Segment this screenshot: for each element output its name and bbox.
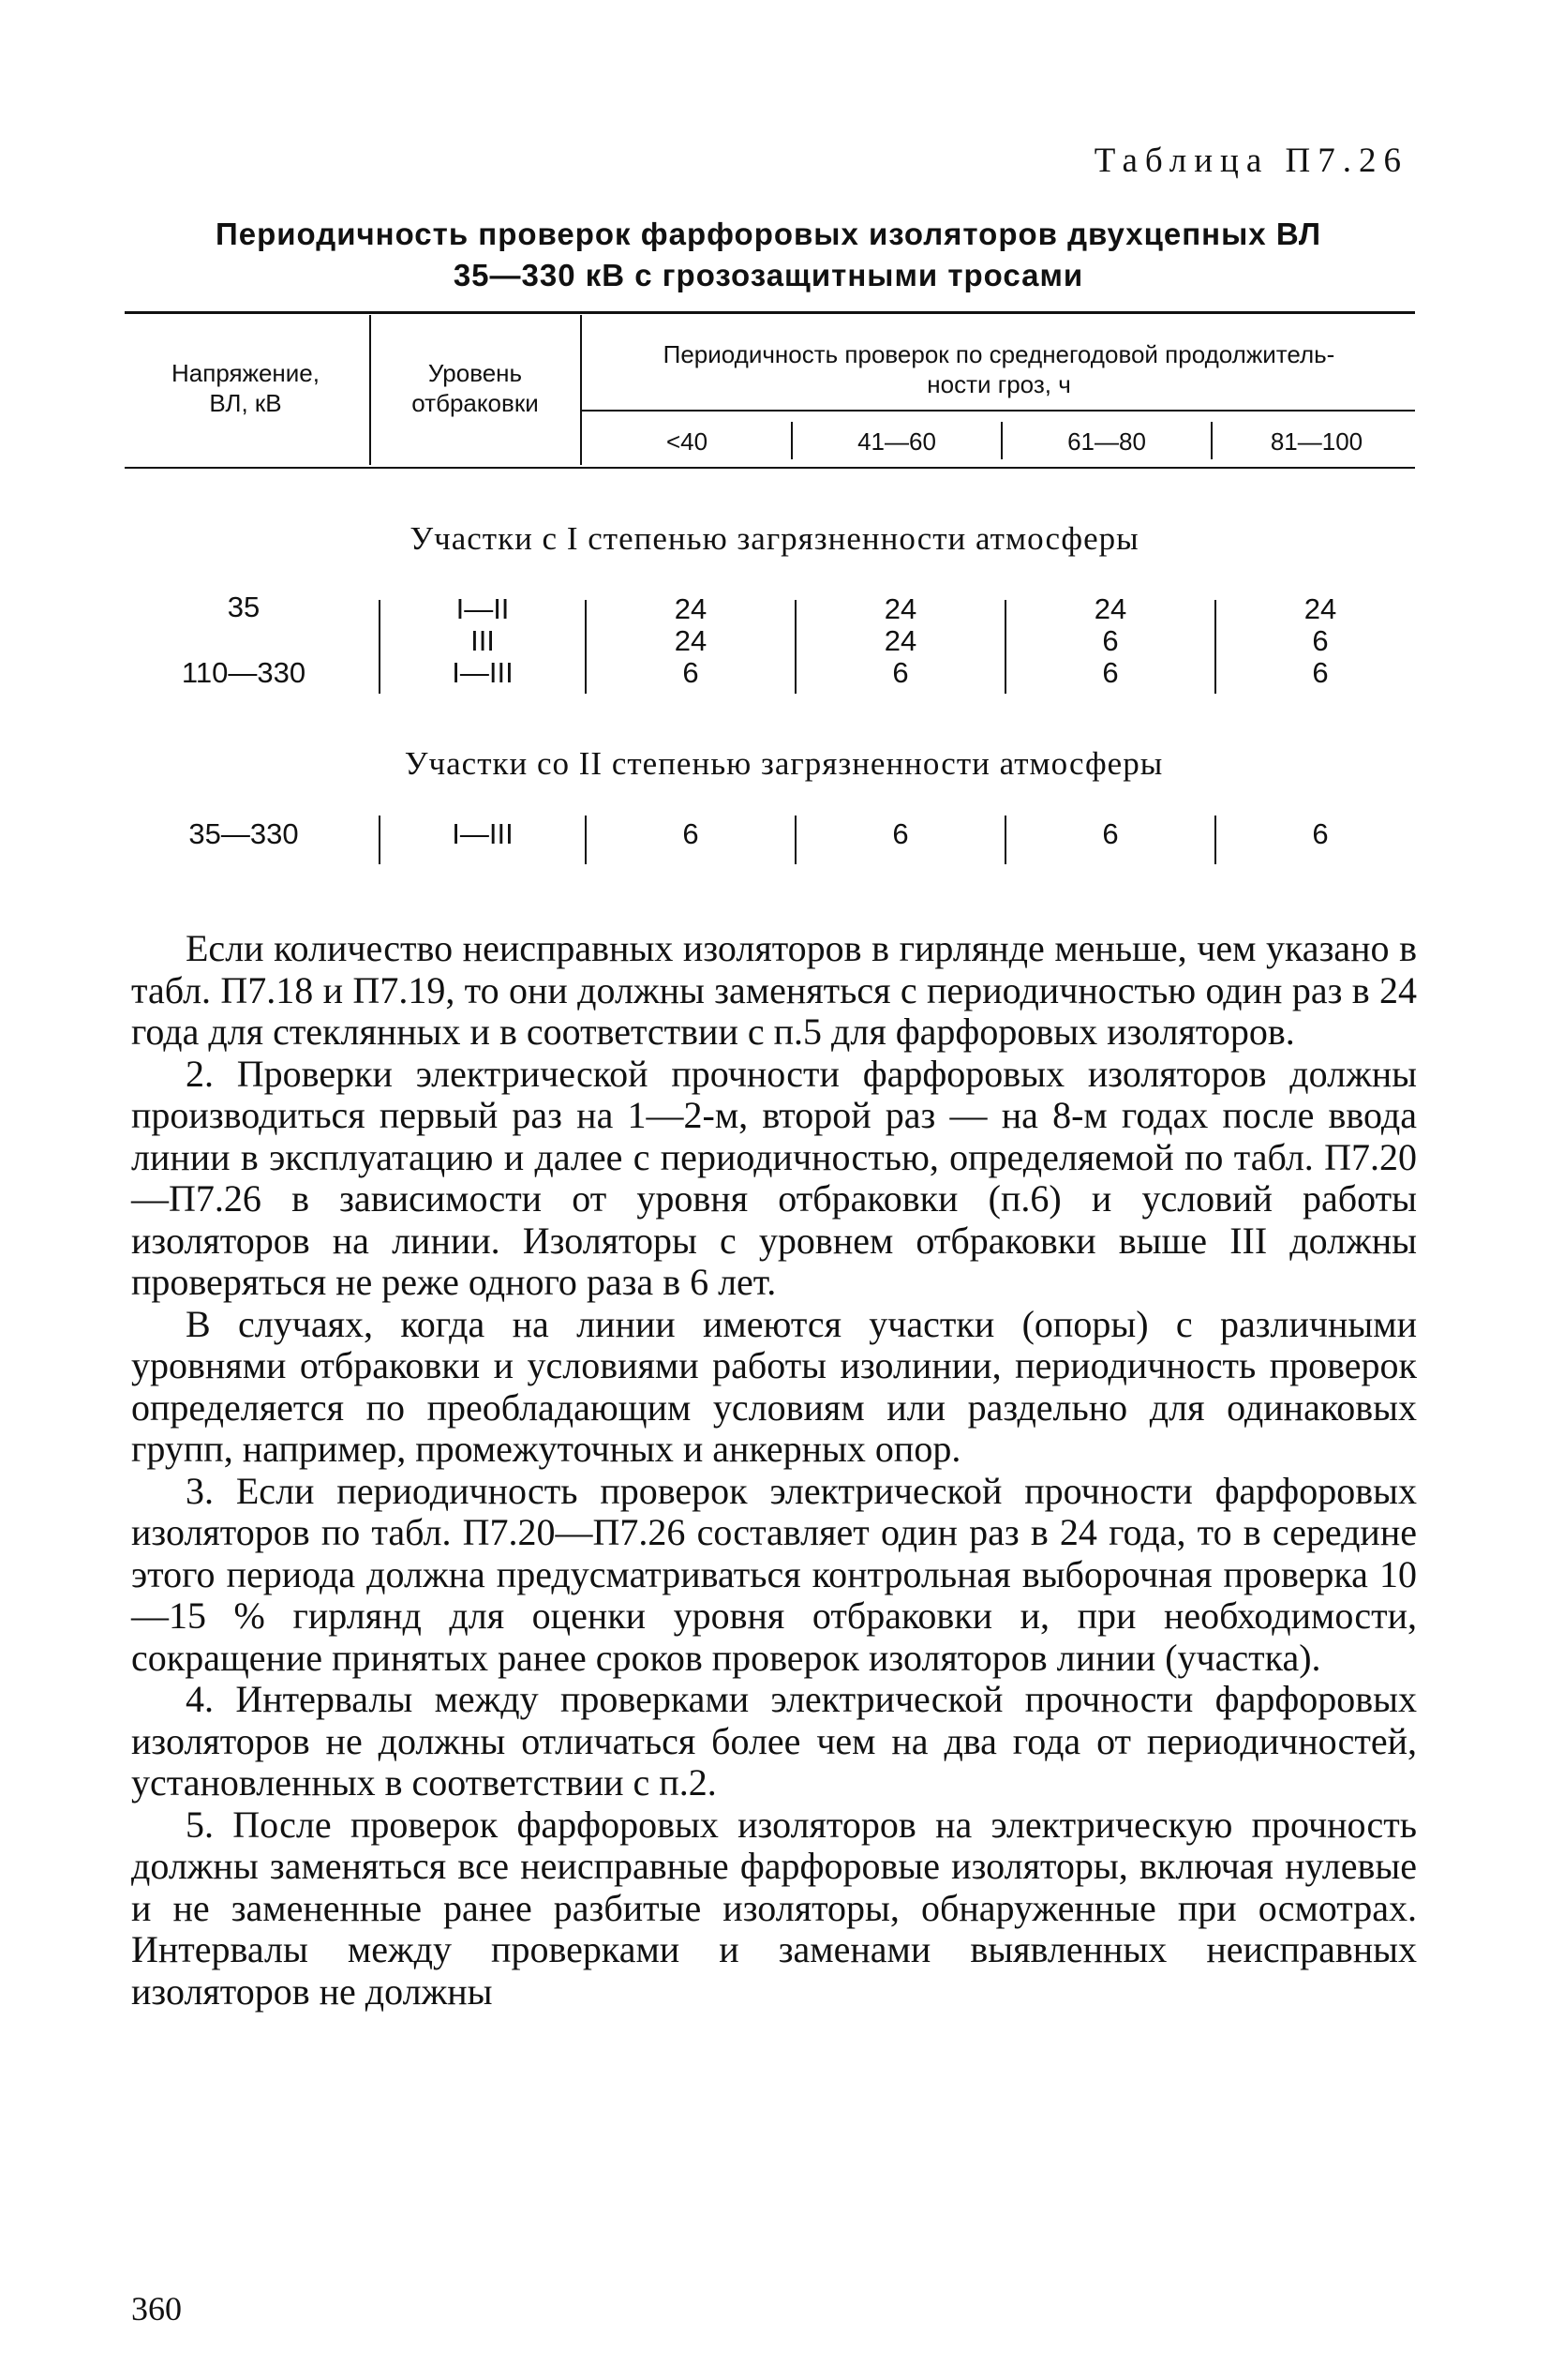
- s1-divider-5: [1214, 600, 1216, 694]
- s1-row-3-voltage: 110—330: [181, 656, 306, 689]
- header-range-2: 41—60: [857, 427, 936, 456]
- header-periodicity-line-2: ности гроз, ч: [927, 370, 1071, 398]
- s1-divider-4: [1005, 600, 1006, 694]
- s2-divider-5: [1214, 816, 1216, 864]
- header-voltage: [125, 358, 366, 418]
- s1-divider-3: [795, 600, 797, 694]
- header-range-1: <40: [665, 427, 708, 456]
- s1-row-1-v3: 24: [1094, 592, 1127, 625]
- header-range-4: 81—100: [1270, 427, 1363, 456]
- s1-row-3-v1: 6: [682, 656, 699, 689]
- paragraph-3: В случаях, когда на линии имеются участки (опоры) с различными уровнями отбраковки и условиями работы изолинии, периодичность проверок определяется по преобладающим условиям или раздельно для одинаковых групп, например, промежуточных и анкерных опор.: [131, 1302, 1417, 1470]
- s1-row-1-v2: 24: [884, 592, 917, 625]
- s1-row-2-level: III: [470, 624, 495, 657]
- table-title-line-1: Периодичность проверок фарфоровых изоляторов двухцепных ВЛ: [216, 217, 1321, 251]
- s2-row-1-v2: 6: [892, 817, 909, 850]
- s2-row-1-v4: 6: [1312, 817, 1329, 850]
- header-periodicity: [583, 339, 1415, 399]
- paragraph-4: 3. Если периодичность проверок электрической прочности фарфоровых изоляторов по табл. П7.20—П7.26 составляет один раз в 24 года, то в середине этого периода должна предусматриваться контрольная выборочная проверка 10—15 % гирлянд для оценки уровня отбраковки и, при необходимости, сокращение принятых ранее сроков проверок изоляторов линии (участка).: [131, 1469, 1417, 1679]
- section-2-title: Участки со II степенью загрязненности атмосферы: [404, 745, 1164, 782]
- s1-divider-2: [585, 600, 587, 694]
- s1-row-3-level: I—III: [452, 656, 514, 689]
- section-1-title: Участки с I степенью загрязненности атмосферы: [410, 520, 1139, 557]
- s1-row-3-v4: 6: [1312, 656, 1329, 689]
- header-level-line-2: отбраковки: [411, 389, 539, 417]
- s2-divider-1: [379, 816, 380, 864]
- s2-row-1-level: I—III: [452, 817, 514, 850]
- s2-divider-2: [585, 816, 587, 864]
- s1-divider-1: [379, 600, 380, 694]
- table-title-line-2: 35—330 кВ с грозозащитными тросами: [453, 258, 1084, 292]
- paragraph-5: 4. Интервалы между проверками электрической прочности фарфоровых изоляторов не должны отличаться более чем на два года от периодичностей, установленных в соответствии с п.2.: [131, 1678, 1417, 1804]
- body-text: [131, 928, 1417, 2013]
- header-mid-rule: [582, 410, 1415, 412]
- table-label: Таблица П7.26: [1094, 142, 1408, 180]
- s1-row-1-v1: 24: [674, 592, 707, 625]
- paragraph-2: 2. Проверки электрической прочности фарфоровых изоляторов должны производиться первый раз на 1—2-м, второй раз — на 8-м годах после ввода линии в эксплуатацию и далее с периодичностью, определяемой по табл. П7.20—П7.26 в зависимости от уровня отбраковки (п.6) и условий работы изоляторов на линии. Изоляторы с уровнем отбраковки выше III должны проверяться не реже одного раза в 6 лет.: [131, 1052, 1417, 1303]
- s2-row-1-v1: 6: [682, 817, 699, 850]
- header-bottom-rule: [125, 467, 1415, 469]
- s2-divider-3: [795, 816, 797, 864]
- header-periodicity-line-1: Периодичность проверок по среднегодовой продолжитель-: [663, 340, 1335, 368]
- header-voltage-line-1: Напряжение,: [171, 359, 320, 387]
- s1-row-3-v3: 6: [1102, 656, 1119, 689]
- page-number: 360: [131, 2290, 182, 2328]
- table-title: [159, 214, 1378, 296]
- s1-row-1-level: I—II: [455, 592, 510, 625]
- header-range-3: 61—80: [1067, 427, 1146, 456]
- paragraph-1: Если количество неисправных изоляторов в гирлянде меньше, чем указано в табл. П7.18 и П7.19, то они должны заменяться с периодичностью один раз в 24 года для стеклянных и в соответствии с п.5 для фарфоровых изоляторов.: [131, 927, 1417, 1053]
- header-level: [372, 358, 578, 418]
- s1-row-2-v3: 6: [1102, 624, 1119, 657]
- s2-row-1-v3: 6: [1102, 817, 1119, 850]
- s1-row-3-v2: 6: [892, 656, 909, 689]
- header-divider-1: [369, 315, 371, 465]
- s1-row-2-v1: 24: [674, 624, 707, 657]
- s1-row-1-v4: 24: [1303, 592, 1337, 625]
- paragraph-6: 5. После проверок фарфоровых изоляторов на электрическую прочность должны заменяться все неисправные фарфоровые изоляторы, включая нулевые и не замененные ранее разбитые изоляторы, обнаруженные при осмотрах. Интервалы между проверками и заменами выявленных неисправных изоляторов не должны: [131, 1803, 1417, 2013]
- table-top-rule: [125, 311, 1415, 314]
- s2-divider-4: [1005, 816, 1006, 864]
- s1-row-1-voltage: 35: [227, 591, 261, 623]
- header-level-line-1: Уровень: [427, 359, 523, 387]
- header-voltage-line-2: ВЛ, кВ: [209, 389, 282, 417]
- s2-row-1-voltage: 35—330: [188, 817, 299, 850]
- header-divider-2: [580, 315, 582, 465]
- s1-row-2-v2: 24: [884, 624, 917, 657]
- s1-row-2-v4: 6: [1312, 624, 1329, 657]
